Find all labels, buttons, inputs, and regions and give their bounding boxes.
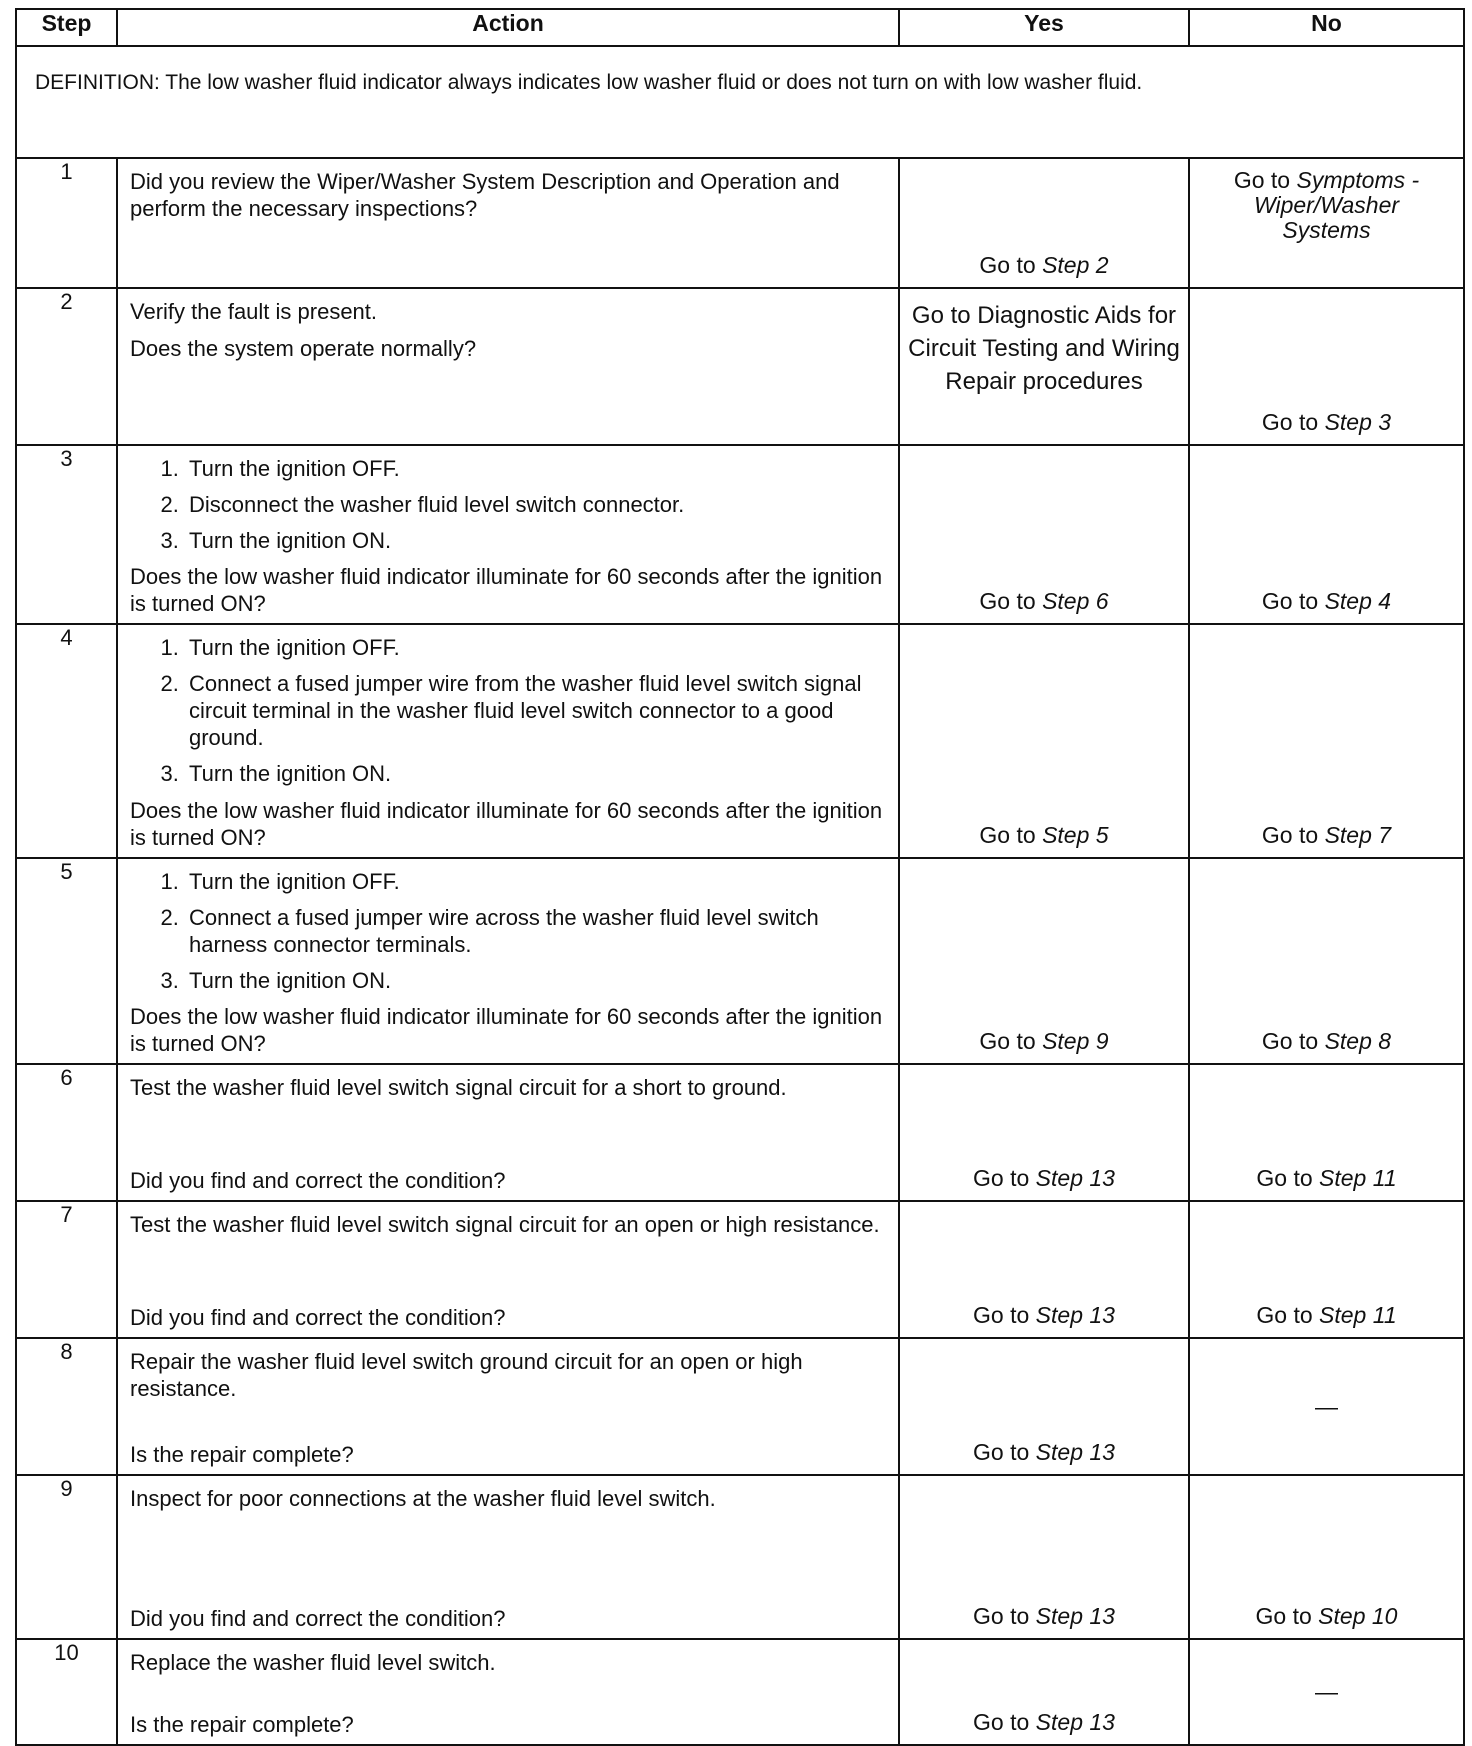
action-cell: [117, 445, 899, 624]
list-item: 1. Turn the ignition OFF.: [185, 634, 886, 661]
action-cell: [117, 288, 899, 445]
yes-cell: [899, 445, 1189, 624]
yes-prefix: Go to: [973, 1439, 1036, 1465]
yes-cell: [899, 1639, 1189, 1745]
yes-cell: [899, 1064, 1189, 1201]
no-cell: [1189, 624, 1464, 858]
action-question: Is the repair complete?: [130, 1442, 354, 1467]
no-link[interactable]: Step 8: [1324, 1028, 1392, 1054]
yes-link[interactable]: Step 5: [1042, 822, 1109, 848]
no-cell: [1189, 158, 1464, 288]
action-question: Did you find and correct the condition?: [130, 1606, 506, 1631]
action-question: Did you find and correct the condition?: [130, 1168, 506, 1193]
step-number: 8: [16, 1338, 117, 1475]
yes-cell: [899, 288, 1189, 445]
action-cell: [117, 1639, 899, 1745]
action-cell: [117, 1064, 899, 1201]
table-row: [16, 158, 1464, 288]
step-number: 3: [16, 445, 117, 624]
yes-prefix: Go to: [973, 1165, 1036, 1191]
no-prefix: Go to: [1256, 1302, 1320, 1328]
yes-link[interactable]: Step 13: [1035, 1165, 1115, 1191]
definition-row: [16, 46, 1464, 158]
action-cell: [117, 624, 899, 858]
diagnostic-table: [15, 8, 1465, 1746]
yes-cell: [899, 858, 1189, 1064]
yes-cell: [899, 158, 1189, 288]
step-number: 5: [16, 858, 117, 1064]
no-dash: —: [1315, 1393, 1338, 1419]
action-question: Does the low washer fluid indicator illuminate for 60 seconds after the ignition is turned ON?: [130, 798, 883, 850]
no-cell: [1189, 1639, 1464, 1745]
table-row: [16, 1201, 1464, 1338]
no-link[interactable]: Step 11: [1319, 1302, 1397, 1328]
yes-cell: [899, 1201, 1189, 1338]
table-row: [16, 624, 1464, 858]
action-text: Inspect for poor connections at the washer fluid level switch.: [130, 1486, 716, 1511]
list-item: 3. Turn the ignition ON.: [185, 967, 886, 994]
yes-link[interactable]: Step 13: [1035, 1439, 1115, 1465]
no-prefix: Go to: [1233, 167, 1297, 193]
action-text: Replace the washer fluid level switch.: [130, 1650, 496, 1675]
definition-text: DEFINITION: The low washer fluid indicator always indicates low washer fluid or does not turn on with low washer fluid.: [16, 46, 1464, 158]
yes-link[interactable]: Step 13: [1035, 1709, 1115, 1735]
yes-link[interactable]: Step 6: [1042, 588, 1109, 614]
yes-prefix: Go to: [979, 822, 1043, 848]
header-yes: Yes: [899, 9, 1189, 46]
action-question: Does the system operate normally?: [130, 336, 477, 361]
header-step: Step: [16, 9, 117, 46]
yes-text[interactable]: Go to Diagnostic Aids for Circuit Testing and Wiring Repair procedures: [908, 302, 1180, 395]
action-question: Does the low washer fluid indicator illuminate for 60 seconds after the ignition is turned ON?: [130, 1004, 883, 1056]
yes-prefix: Go to: [979, 588, 1043, 614]
action-cell: [117, 1475, 899, 1639]
action-question: Is the repair complete?: [130, 1712, 354, 1737]
action-list: [130, 868, 886, 994]
no-prefix: Go to: [1261, 1028, 1325, 1054]
action-cell: [117, 858, 899, 1064]
no-link[interactable]: Step 11: [1319, 1165, 1397, 1191]
action-question: Did you find and correct the condition?: [130, 1305, 506, 1330]
yes-prefix: Go to: [979, 1028, 1043, 1054]
list-item: 3. Turn the ignition ON.: [185, 527, 886, 554]
action-question: Does the low washer fluid indicator illuminate for 60 seconds after the ignition is turned ON?: [130, 564, 883, 616]
yes-prefix: Go to: [973, 1302, 1036, 1328]
no-prefix: Go to: [1261, 588, 1325, 614]
yes-prefix: Go to: [973, 1603, 1036, 1629]
step-number: 10: [16, 1639, 117, 1745]
header-no: No: [1189, 9, 1464, 46]
header-action: Action: [117, 9, 899, 46]
step-number: 1: [16, 158, 117, 288]
table-row: [16, 288, 1464, 445]
list-item: 2. Disconnect the washer fluid level switch connector.: [185, 491, 886, 518]
no-cell: [1189, 1475, 1464, 1639]
yes-link[interactable]: Step 2: [1042, 252, 1109, 278]
action-text: Did you review the Wiper/Washer System Description and Operation and perform the necessary inspections?: [130, 169, 840, 221]
no-cell: [1189, 1201, 1464, 1338]
step-number: 4: [16, 624, 117, 858]
yes-cell: [899, 1475, 1189, 1639]
no-prefix: Go to: [1261, 822, 1325, 848]
list-item: 1. Turn the ignition OFF.: [185, 868, 886, 895]
no-prefix: Go to: [1255, 1603, 1319, 1629]
no-link[interactable]: Step 3: [1324, 409, 1392, 435]
yes-prefix: Go to: [973, 1709, 1036, 1735]
yes-cell: [899, 1338, 1189, 1475]
no-cell: [1189, 288, 1464, 445]
step-number: 9: [16, 1475, 117, 1639]
no-cell: [1189, 858, 1464, 1064]
step-number: 7: [16, 1201, 117, 1338]
action-list: [130, 634, 886, 787]
action-cell: [117, 1201, 899, 1338]
no-cell: [1189, 1064, 1464, 1201]
no-prefix: Go to: [1261, 409, 1325, 435]
no-link[interactable]: Step 4: [1324, 588, 1392, 614]
no-cell: [1189, 445, 1464, 624]
list-item: 1. Turn the ignition OFF.: [185, 455, 886, 482]
yes-link[interactable]: Step 9: [1042, 1028, 1109, 1054]
action-cell: [117, 158, 899, 288]
table-row: [16, 445, 1464, 624]
no-prefix: Go to: [1256, 1165, 1320, 1191]
no-dash: —: [1315, 1678, 1338, 1705]
table-row: [16, 858, 1464, 1064]
table-row: [16, 1475, 1464, 1639]
list-item: 3. Turn the ignition ON.: [185, 760, 886, 787]
action-list: [130, 455, 886, 554]
action-text: Repair the washer fluid level switch ground circuit for an open or high resistance.: [130, 1349, 803, 1401]
step-number: 2: [16, 288, 117, 445]
table-row: [16, 1639, 1464, 1745]
no-link[interactable]: Symptoms - Wiper/Washer Systems: [1253, 167, 1420, 243]
no-link[interactable]: Step 10: [1318, 1603, 1398, 1629]
table-row: [16, 1338, 1464, 1475]
yes-link[interactable]: Step 13: [1035, 1603, 1115, 1629]
list-item: 2. Connect a fused jumper wire from the washer fluid level switch signal circuit terminal in the washer fluid level switch connector to a good ground.: [185, 670, 886, 751]
action-text: Test the washer fluid level switch signal circuit for a short to ground.: [130, 1075, 787, 1100]
yes-prefix: Go to: [979, 252, 1043, 278]
no-cell: [1189, 1338, 1464, 1475]
no-link[interactable]: Step 7: [1324, 822, 1392, 848]
action-cell: [117, 1338, 899, 1475]
header-row: [16, 9, 1464, 46]
list-item: 2. Connect a fused jumper wire across the washer fluid level switch harness connector terminals.: [185, 904, 886, 958]
yes-link[interactable]: Step 13: [1035, 1302, 1115, 1328]
table-row: [16, 1064, 1464, 1201]
action-text: Verify the fault is present.: [130, 299, 378, 324]
step-number: 6: [16, 1064, 117, 1201]
yes-cell: [899, 624, 1189, 858]
action-text: Test the washer fluid level switch signal circuit for an open or high resistance.: [130, 1212, 880, 1237]
